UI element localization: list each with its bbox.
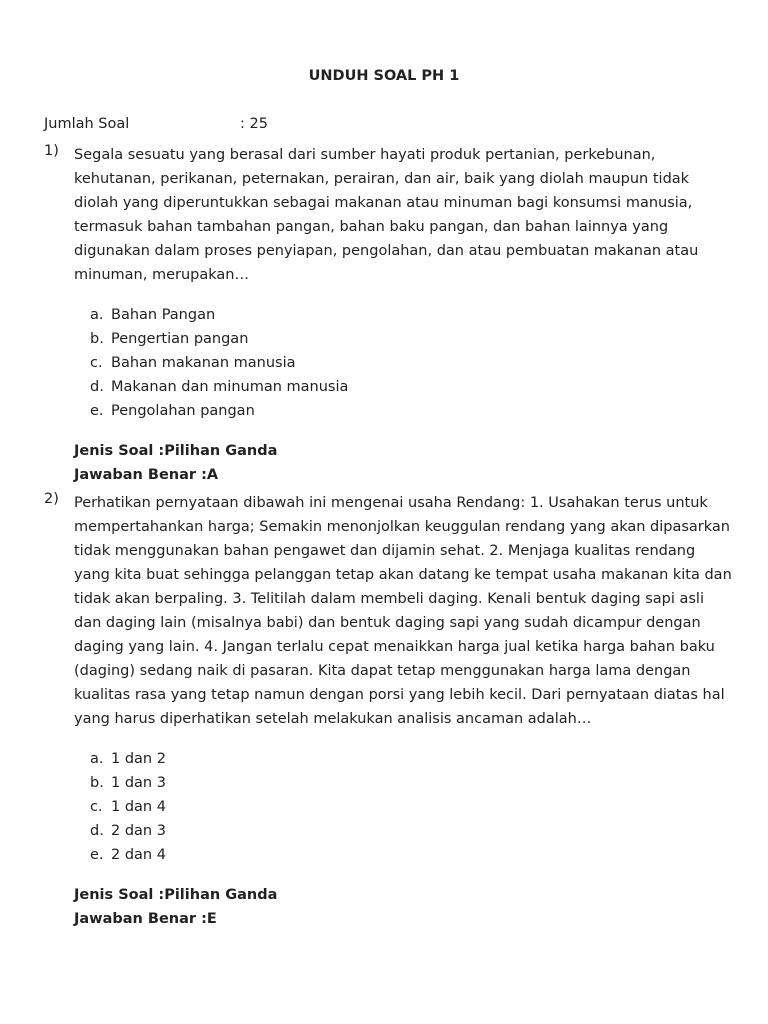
option-d — [90, 375, 734, 399]
option-d — [90, 819, 734, 843]
option-b — [90, 327, 734, 351]
option-text: 2 dan 4 — [111, 847, 166, 863]
option-letter: c. — [90, 799, 103, 815]
option-e — [90, 399, 734, 423]
option-letter: a. — [90, 307, 104, 323]
option-letter: d. — [90, 379, 104, 395]
question-info — [74, 883, 734, 931]
question-count — [44, 116, 268, 132]
question-text: Perhatikan pernyataan dibawah ini mengenai usaha Rendang: 1. Usahakan terus untuk mempertahankan harga; Semakin menonjolkan keuggulan rendang yang akan dipasarkan tidak menggunakan bahan pengawet dan dijamin sehat. 2. Menjaga kualitas rendang yang kita buat sehingga pelanggan tetap akan datang ke tempat usaha makanan kita dan tidak akan berpaling. 3. Telitilah dalam membeli daging. Kenali bentuk daging sapi asli dan daging lain (misalnya babi) dan bentuk daging sapi yang sudah dicampur dengan daging yang lain. 4. Jangan terlalu cepat menaikkan harga jual ketika harga bahan baku (daging) sedang naik di pasaran. Kita dapat tetap menggunakan harga lama dengan kualitas rasa yang tetap namun dengan porsi yang lebih kecil. Dari pernyataan diatas hal yang harus diperhatikan setelah melakukan analisis ancaman adalah… — [74, 495, 732, 727]
option-e — [90, 843, 734, 867]
option-c — [90, 351, 734, 375]
question-number: 1) — [44, 143, 59, 159]
option-letter: e. — [90, 847, 104, 863]
question-count-label: Jumlah Soal — [44, 116, 130, 132]
answer-options — [90, 747, 734, 867]
option-text: Bahan makanan manusia — [111, 355, 296, 371]
option-text: 1 dan 4 — [111, 799, 166, 815]
option-letter: d. — [90, 823, 104, 839]
correct-answer: Jawaban Benar :A — [74, 467, 219, 483]
option-c — [90, 795, 734, 819]
question-number: 2) — [44, 491, 59, 507]
question-type: Jenis Soal :Pilihan Ganda — [74, 443, 278, 459]
option-text: Pengolahan pangan — [111, 403, 255, 419]
option-text: Pengertian pangan — [111, 331, 249, 347]
option-letter: e. — [90, 403, 104, 419]
question-type: Jenis Soal :Pilihan Ganda — [74, 887, 278, 903]
question-info — [74, 439, 734, 487]
option-text: 2 dan 3 — [111, 823, 166, 839]
option-text: 1 dan 2 — [111, 751, 166, 767]
question-1 — [44, 143, 734, 487]
question-count-value: : 25 — [240, 116, 268, 132]
document-title: UNDUH SOAL PH 1 — [308, 68, 460, 84]
question-2 — [44, 491, 734, 931]
option-letter: a. — [90, 751, 104, 767]
answer-options — [90, 303, 734, 423]
correct-answer: Jawaban Benar :E — [74, 911, 217, 927]
option-letter: c. — [90, 355, 103, 371]
option-b — [90, 771, 734, 795]
option-text: 1 dan 3 — [111, 775, 166, 791]
option-a — [90, 303, 734, 327]
option-a — [90, 747, 734, 771]
option-text: Bahan Pangan — [111, 307, 216, 323]
question-text: Segala sesuatu yang berasal dari sumber hayati produk pertanian, perkebunan, kehutanan, perikanan, peternakan, perairan, dan air, baik yang diolah maupun tidak diolah yang diperuntukkan sebagai makanan atau minuman bagi konsumsi manusia, termasuk bahan tambahan pangan, bahan baku pangan, dan bahan lainnya yang digunakan dalam proses penyiapan, pengolahan, dan atau pembuatan makanan atau minuman, merupakan… — [74, 147, 699, 283]
option-text: Makanan dan minuman manusia — [111, 379, 349, 395]
option-letter: b. — [90, 775, 104, 791]
option-letter: b. — [90, 331, 104, 347]
